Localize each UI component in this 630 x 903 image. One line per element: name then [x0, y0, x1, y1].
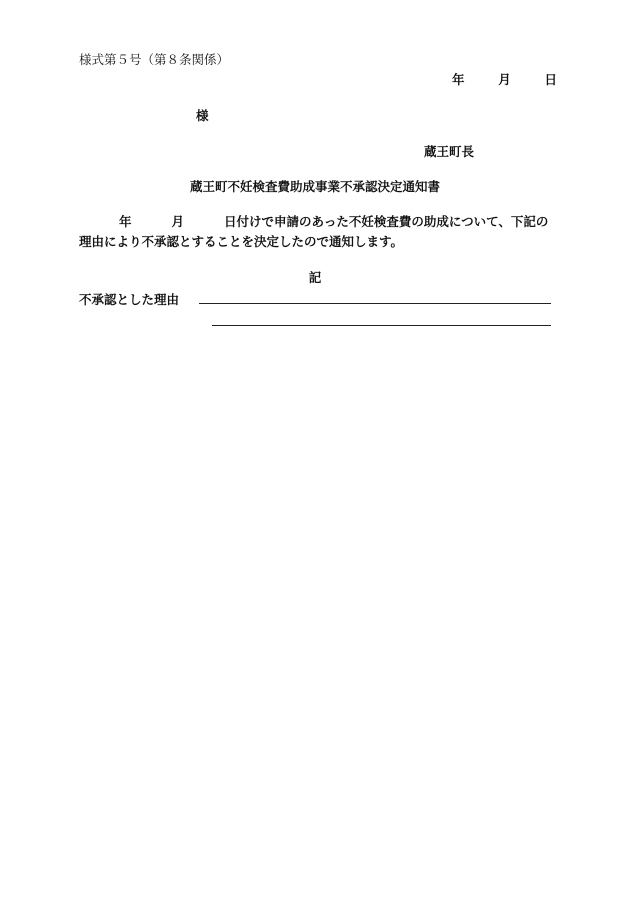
form-number: 様式第５号（第８条関係） — [79, 52, 230, 67]
ki-heading: 記 — [308, 270, 322, 285]
body-year-label: 年 — [119, 214, 132, 229]
reason-label: 不承認とした理由 — [79, 292, 180, 307]
date-day-label: 日 — [544, 72, 557, 87]
document-title: 蔵王町不妊検査費助成事業不承認決定通知書 — [189, 179, 440, 194]
body-month-label: 月 — [171, 214, 185, 229]
reason-blank-line-1 — [199, 303, 551, 304]
body-line-1-text: 日付けで申請のあった不妊検査費の助成について、下記の — [224, 214, 549, 229]
body-line-1 — [119, 212, 548, 230]
sender-name: 蔵王町長 — [424, 144, 475, 159]
date-month-label: 月 — [498, 72, 511, 87]
addressee-suffix: 様 — [196, 108, 209, 123]
body-line-2: 理由により不承認とすることを決定したので通知します。 — [79, 234, 404, 249]
reason-blank-line-2 — [212, 325, 551, 326]
date-line — [452, 70, 557, 88]
date-year-label: 年 — [452, 72, 465, 87]
